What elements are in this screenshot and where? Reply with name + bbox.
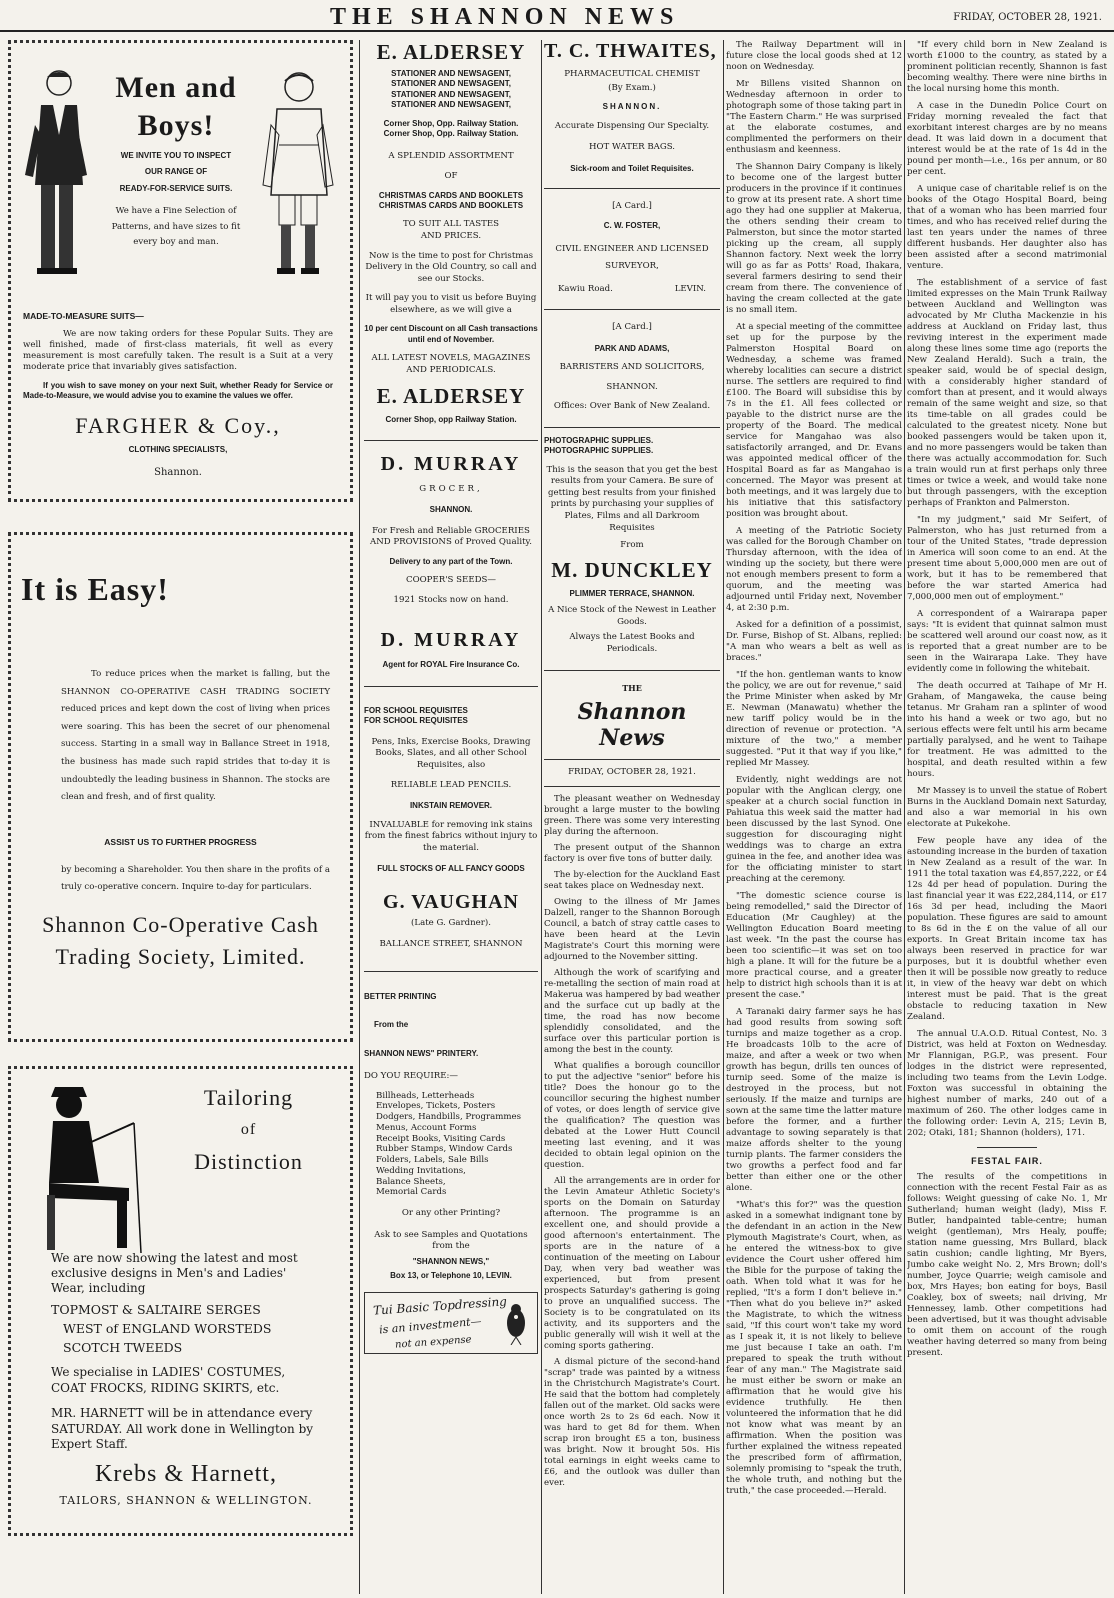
coop-advert	[8, 532, 353, 1042]
editorial-para: What qualifies a borough councillor to put the adjective "senior" before his title? Does the honour go to the councillor securing the highest number of votes, or does length of service give the qualification? The question was debated at the Lower Hutt Council meeting last evening, and it was decided to obtain legal opinion on the question.	[544, 1060, 720, 1170]
tui-line-3: not an expense	[394, 1333, 472, 1351]
murray-stocks: 1921 Stocks now on hand.	[393, 594, 509, 605]
coop-assist: ASSIST US TO FURTHER PROGRESS	[104, 836, 257, 847]
school-head-1: FOR SCHOOL REQUISITES	[364, 705, 468, 715]
editorial-para: Owing to the illness of Mr James Dalzell, ranger to the Shannon Borough Council, a batch of stray cattle cases to have been heard at the Levin Magistrate's Court this morning were adjourned to the November sitting.	[544, 896, 720, 962]
aldersey-stationer-4: STATIONER AND NEWSAGENT,	[391, 100, 511, 110]
krebs-heading-1: Tailoring	[203, 1085, 294, 1110]
vaughan-late: (Late G. Gardner).	[411, 917, 491, 928]
photo-body: This is the season that you get the best results from your Camera. Be sure of getting best results from your finished prints by purchasing your supplies of Plates, Films and all Darkroom Requisites	[546, 464, 718, 533]
aldersey-discount: 10 per cent Discount on all Cash transactions until end of November.	[364, 324, 538, 344]
tui-bird-icon	[501, 1303, 531, 1345]
column-4	[726, 40, 902, 1594]
krebs-harnett: MR. HARNETT will be in attendance every SATURDAY. All work done in Wellington by Expert Staff.	[51, 1406, 314, 1452]
column-rule	[541, 40, 542, 1594]
fargher-firm-name: FARGHER & Coy.,	[75, 413, 281, 439]
fargher-headline-2: Boys!	[137, 109, 215, 142]
news-para: The death occurred at Taihape of Mr H. Graham, of Mangaweka, the cause being tetanus. Mr Graham ran a splinter of wood into his hand a week or two ago, but no serious effects were felt until his arm became partially paralysed, and he went to Taihape for treatment. He was admitted to the hospital, and death resulted within a few hours.	[907, 681, 1107, 779]
tui-line-1: Tui Basic Topdressing	[372, 1293, 508, 1318]
editorial-masthead: Shannon News	[577, 698, 687, 751]
printing-box: Box 13, or Telephone 10, LEVIN.	[390, 1271, 512, 1281]
fargher-town: Shannon.	[154, 466, 202, 478]
news-para: The annual U.A.O.D. Ritual Contest, No. 3 District, was held at Foxton on Wednesday. Mr Flannigan, P.G.P., was present. Four lodges in the district were represented, including two teams from the Levin Lodge. Foxton was successful in obtaining the highest number of marks, 240 out of a maximum of 260. The other lodges came in the following order: Levin A, 215; Levin B, 202; Otaki, 181; Shannon (holders), 171.	[907, 1029, 1107, 1138]
aldersey-name: E. ALDERSEY	[376, 40, 526, 64]
vaughan-name: G. VAUGHAN	[383, 890, 519, 913]
park-offices: Offices: Over Bank of New Zealand.	[553, 401, 711, 412]
murray-name-2: D. MURRAY	[380, 628, 522, 651]
park-name: PARK AND ADAMS,	[594, 343, 670, 353]
dunckley-name: M. DUNCKLEY	[551, 557, 713, 582]
news-para: "If every child born in New Zealand is worth £1000 to the country, as stated by a prominent politician recently, Shannon is fast becoming wealthy. There were nine births in the local nursing home this month.	[907, 40, 1107, 94]
editorial-date: FRIDAY, OCTOBER 28, 1921.	[568, 766, 696, 777]
school-remover: INKSTAIN REMOVER.	[409, 801, 493, 811]
column-5	[907, 40, 1107, 1594]
printing-item: Wedding Invitations,	[376, 1165, 466, 1176]
news-para: A meeting of the Patriotic Society was called for the Borough Chamber on Thursday afternoon, with the idea of winding up the society, but there were not enough members present to form a quorum, and the meeting was adjourned until Friday next, November 4, at 2:30 p.m.	[726, 526, 902, 613]
foster-name: C. W. FOSTER,	[603, 220, 661, 230]
news-para: "What's this for?" was the question asked in a somewhat indignant tone by the defendant in an action in the New Plymouth Magistrate's Court, when, as he entered the witness-box to give evidence the Court usher offered him the Bible for the purpose of taking the oath. When told what it was for he replied, "It's a form I don't believe in." "Then what do you believe in?" asked the Magistrate, to which the witness said, "If this court won't take my word as I speak it, it is not likely to believe me just because I take an oath. I'm prepared to speak the truth without fear of any man." The Magistrate said he must either be sworn or make an affirmation that he would give his evidence truthfully. He then volunteered the information that he did not know what was meant by an affirmation. When the position was further explained the witness repeated the prescribed form of affirmation, solemnly promising to "speak the truth, the whole truth, and nothing but the truth," the case proceeded.—Herald.	[726, 1200, 902, 1496]
thwaites-hot: HOT WATER BAGS.	[588, 142, 676, 153]
school-invaluable: INVALUABLE for removing ink stains from the finest fabrics without injury to the material.	[364, 819, 538, 853]
printing-item: Receipt Books, Visiting Cards	[376, 1133, 506, 1144]
editorial-para: The by-election for the Auckland East seat takes place on Wednesday next.	[544, 869, 720, 891]
thwaites-role: PHARMACEUTICAL CHEMIST	[564, 69, 700, 79]
coop-share: by becoming a Shareholder. You then share in the profits of a truly co-operative concern. Inquire to-day for particulars.	[61, 864, 330, 893]
dunckley-stock: A Nice Stock of the Newest in Leather Goods.	[548, 605, 716, 627]
murray-fresh: For Fresh and Reliable GROCERIES AND PROVISIONS of Proved Quality.	[370, 525, 532, 548]
krebs-heading-3: Distinction	[194, 1149, 303, 1174]
news-para: Mr Massey is to unveil the statue of Robert Burns in the Auckland Domain next Saturday, and also a war memorial in his own electorate at Pukekohe.	[907, 786, 1107, 829]
news-para: "The domestic science course is being remodelled," said the Director of Education (Mr Caughley) at the Wellington Education Board meeting last week. "In the past the course has been too scientific—it was set on too high a plane. It will for the future be a more practical course, and a greater help to district high schools than it is at present the case."	[726, 891, 902, 1000]
fargher-fine-3: every boy and man.	[133, 237, 219, 248]
column-rule	[723, 40, 724, 1594]
park-town: SHANNON.	[606, 381, 658, 392]
news-para: "In my judgment," said Mr Seifert, of Palmerston, who has just returned from a tour of the United States, "trade depression in America will soon come to an end. At the present time about 5,000,000 men are out of work, but it has to be remembered that before the war started America had 7,000,000 men out of employment."	[907, 515, 1107, 602]
coop-name-2: Trading Society, Limited.	[55, 944, 306, 970]
school-fancy: FULL STOCKS OF ALL FANCY GOODS	[377, 864, 525, 874]
photo-from: From	[620, 540, 644, 551]
fargher-fine-1: We have a Fine Selection of	[115, 206, 237, 217]
news-para: Evidently, night weddings are not popular with the Anglican clergy, one speaker at a church social function in Pahiatua this week said the matter had been discussed by the last Synod. One suggestion for discouraging night weddings was to charge an extra guinea in the fee, and another idea was for the officiating minister to start preaching at the ceremony.	[726, 775, 902, 884]
aldersey-stationer-1: STATIONER AND NEWSAGENT,	[391, 69, 511, 78]
news-para: The Shannon Dairy Company is likely to become one of the largest butter producers in the province if it continues to grow at its present rate. A short time ago they had one supplier at Makerua, the others sending their cream to Palmerston, but since the motor started picking up the cream, all supply Shannon factory. Next week the lorry will go as far as Potts' Road, Ihakara, several farmers desiring to send their cream from there. The convenience of having the cream collected at the gate is no small item.	[726, 162, 902, 315]
foster-addr: Kawiu Road.	[558, 283, 613, 294]
editorial-para: All the arrangements are in order for the Levin Amateur Athletic Society's sports on the Domain on Saturday afternoon. The programme is an excellent one, and should provide a good afternoon's entertainment. The sports are in the nature of a continuation of the meeting on Labour Day, when very bad weather was experienced, but from present prospects Saturday's gathering is going to prove an unqualified success. The Society is to be congratulated on its activity, and its supporters and the public generally will wish it well at the coming sports gathering.	[544, 1175, 720, 1351]
murray-town: SHANNON.	[429, 505, 473, 515]
news-para: Mr Billens visited Shannon on Wednesday afternoon in order to photograph some of those taking part in "The Eastern Charm." He was surprised at the elaborate costumes, and complimented the performers on their enthusiasm and keenness.	[726, 79, 902, 155]
fargher-save: If you wish to save money on your next Suit, whether Ready for Service or Made-to-Measure, we would advise you to examine the values we offer.	[23, 381, 333, 401]
printing-item: Folders, Labels, Sale Bills	[376, 1155, 489, 1166]
krebs-heading-2: of	[240, 1121, 257, 1138]
krebs-intro: We are now showing the latest and most exclusive designs in Men's and Ladies' Wear, including	[51, 1251, 298, 1295]
coop-name-1: Shannon Co-Operative Cash	[42, 912, 319, 938]
column-1	[8, 40, 353, 1594]
foster-role: CIVIL ENGINEER AND LICENSED SURVEYOR,	[555, 244, 709, 272]
krebs-specialise: We specialise in LADIES' COSTUMES, COAT FROCKS, RIDING SKIRTS, etc.	[51, 1365, 286, 1395]
fargher-invite-1: WE INVITE YOU TO INSPECT	[120, 151, 232, 160]
school-pencils: RELIABLE LEAD PENCILS.	[390, 779, 512, 790]
news-para: A correspondent of a Wairarapa paper says: "It is evident that quinnat salmon must be scattered well around our coast now, as it is reported that a great number are to be seen in the Wairarapa Lake. They have evidently come in following the whitebait.	[907, 609, 1107, 674]
news-para: "If the hon. gentleman wants to know the policy, we are out for revenue," said the Prime Minister when asked by Mr E. Newman (Manawatu) whether the new tariff policy would be in the direction of revenue or protection. "A mixture of the two," a member suggested. "Put it that way if you like," replied Mr Massey.	[726, 670, 902, 768]
paper-title: THE SHANNON NEWS	[330, 4, 680, 30]
news-para: Few people have any idea of the astounding increase in the burden of taxation in New Zealand as a result of the war. In 1911 the total taxation was £4,857,222, or £4 12s 4d per head of population. During the last financial year it was £22,284,114, or £17 16s 3d per head, including the Maori population. These figures are said to amount to 8s 6d in the £ on the value of all our exports. In Great Britain income tax has always been reserved in practice for war purposes, but it is doubtful whether even then it will be possible now greatly to reduce it, in view of the heavy war debt on which interest must be paid. That is the great obstacle to reducing taxation in New Zealand.	[907, 836, 1107, 1022]
printing-item: Envelopes, Tickets, Posters	[376, 1101, 496, 1112]
murray-name: D. MURRAY	[380, 452, 522, 475]
park-card: [A Card.]	[612, 322, 652, 333]
column-rule	[904, 40, 905, 1594]
printing-office: SHANNON NEWS" PRINTERY.	[364, 1048, 479, 1058]
printing-paper: "SHANNON NEWS,"	[412, 1256, 490, 1266]
fargher-mtm-head: MADE-TO-MEASURE SUITS—	[23, 311, 144, 321]
festal-fair-heading: FESTAL FAIR.	[971, 1156, 1043, 1166]
murray-seeds: COOPER'S SEEDS—	[406, 575, 496, 586]
murray-grocer: GROCER,	[419, 483, 483, 494]
aldersey-cards-2: CHRISTMAS CARDS AND BOOKLETS	[378, 200, 524, 210]
festal-fair-body: The results of the competitions in connection with the recent Festal Fair as as follows: Weight guessing of cake No. 1, Mr Sutherland; human weight (lady), Miss F. Butler, handpainted table-centre; human weight (gentleman), Mrs Healy, pouffe; station name guessing, Mrs Bullard, black satin cushion; candle lighting, Mr Byers, Jumbo cake weight No. 2, Mrs Brown; doll's number, Joyce Quarrie; weigh camisole and box, Mrs Hayes; bon eating for boys, Basil Coakley, box of sweets; nail driving, Mr Hennessey, lamb. Other competitions had been advertised, but it was thought advisable to omit them on account of the rough weather having deterred so many from being present.	[907, 1172, 1107, 1358]
coop-body: To reduce prices when the market is falling, but the SHANNON CO-OPERATIVE CASH TRADING SOCIETY reduced prices and kept down the cost of living when prices were soaring. This has been the secret of our phenomenal success. Starting in a small way in Ballance Street in 1918, the business has made such rapid strides that to-day it is undoubtedly the leading business in Shannon. The stocks are clean and fresh, and of first quality.	[61, 669, 330, 803]
foster-card: [A Card.]	[612, 201, 652, 212]
dunckley-books: Always the Latest Books and Periodicals.	[569, 632, 695, 654]
editorial-para: The pleasant weather on Wednesday brought a large muster to the bowling green. There was some very interesting play during the afternoon.	[544, 793, 720, 837]
murray-delivery: Delivery to any part of the Town.	[389, 557, 513, 566]
news-para: A case in the Dunedin Police Court on Friday morning revealed the fact that exorbitant interest charges are by no means dead. It was laid down in a document that interest would be at the rate of 1s 4d in the pound per month—i.e., 16s per annum, or 80 per cent.	[907, 101, 1107, 177]
park-role: BARRISTERS AND SOLICITORS,	[559, 362, 705, 373]
column-2	[364, 40, 538, 1594]
editorial-para: A dismal picture of the second-hand "scrap" trade was painted by a witness in the Christchurch Magistrate's Court. He said that the bottom had completely fallen out of the market. Old sacks were once worth 2s to 2s 6d each. Now it was hard to get 8d for them. When scrap iron brought £5 a ton, business was bright. Now it brought 50s. His total earnings in eight weeks came to £6, and the outlook was duller than ever.	[544, 1356, 720, 1488]
aldersey-name-2: E. ALDERSEY	[376, 384, 526, 409]
man-figure-illustration	[21, 65, 91, 280]
coop-headline: It is Easy!	[21, 571, 169, 607]
murray-agent: Agent for ROYAL Fire Insurance Co.	[382, 659, 520, 669]
news-para: At a special meeting of the committee set up for the purpose by the Palmerston Hospital Board on Wednesday, a scheme was framed whereby localities can secure a district nurse. The settlers are required to find £100. The Board will subsidise this by 7s in the £1. All fees collected or payable to the district nurse are the property of the Board. The medical service for Mangahao was also satisfactorily arranged, and Dr. Evans was appointed medical officer of the Hospital Board as far as Mangahao is concerned. The Mayor was present at both meetings, and it was largely due to his initiative that this satisfactory position was brought about.	[726, 322, 902, 519]
editorial-para: Although the work of scarifying and re-metalling the section of main road at Makerua was hampered by bad weather and the surface cut up badly at the time, the road has now become splendidly consolidated, and the surface over this particular portion is among the best in the county.	[544, 967, 720, 1055]
photo-head-2: PHOTOGRAPHIC SUPPLIES.	[544, 446, 654, 456]
aldersey-corner-3: Corner Shop, opp Railway Station.	[385, 415, 517, 425]
aldersey-stationer-3: STATIONER AND NEWSAGENT,	[391, 89, 511, 99]
aldersey-of: OF	[444, 170, 458, 181]
thwaites-exam: (By Exam.)	[608, 82, 656, 93]
editorial-news	[544, 794, 720, 1489]
printing-item: Rubber Stamps, Window Cards	[376, 1144, 513, 1155]
printing-item: Dodgers, Handbills, Programmes	[376, 1112, 521, 1123]
dunckley-addr: PLIMMER TERRACE, SHANNON.	[569, 588, 695, 598]
printing-from: From the	[374, 1020, 409, 1030]
vaughan-street: BALLANCE STREET, SHANNON	[379, 939, 523, 950]
column-3	[544, 40, 720, 1594]
fargher-mtm-body: We are now taking orders for these Popular Suits. They are well finished, made of first-class materials, fit well as every measurement is most carefully taken. The result is a Suit at a very moderate price that invariably gives satisfaction.	[23, 329, 333, 372]
thwaites-name: T. C. THWAITES,	[544, 40, 717, 62]
page-date: FRIDAY, OCTOBER 28, 1921.	[953, 12, 1102, 23]
column-rule	[359, 40, 360, 1594]
printing-ask: Ask to see Samples and Quotations from the	[374, 1229, 528, 1252]
printing-item: Balance Sheets,	[376, 1176, 446, 1187]
news-para: A unique case of charitable relief is on the books of the Otago Hospital Board, being that of a woman who has been married four times, and who has received relief during the last ten years under the names of three different husbands. Her daughter also has been assisted after a second matrimonial venture.	[907, 184, 1107, 271]
fargher-advert	[8, 40, 353, 502]
aldersey-now: Now is the time to post for Christmas Delivery in the Old Country, so call and see our Stocks.	[365, 250, 537, 284]
krebs-firm-name: Krebs & Harnett,	[95, 1460, 277, 1487]
printing-items	[364, 1091, 538, 1198]
editorial-the: THE	[622, 682, 642, 693]
news-para: The Railway Department will in future close the local goods shed at 12 noon on Wednesday.	[726, 40, 902, 72]
printing-other: Or any other Printing?	[401, 1207, 501, 1218]
aldersey-cards-1: CHRISTMAS CARDS AND BOOKLETS	[378, 190, 524, 200]
aldersey-novels: ALL LATEST NOVELS, MAGAZINES AND PERIODICALS.	[371, 353, 531, 375]
fargher-invite-2: OUR RANGE OF	[144, 167, 208, 177]
aldersey-pay: It will pay you to visit us before Buying elsewhere, as we will give a	[365, 293, 537, 315]
masthead	[0, 0, 1114, 32]
foster-town: LEVIN.	[674, 283, 706, 294]
fargher-invite-3: READY-FOR-SERVICE SUITS.	[119, 183, 233, 193]
printing-head: BETTER PRINTING	[364, 991, 437, 1001]
printing-item: Memorial Cards	[376, 1187, 447, 1198]
printing-item: Billheads, Letterheads	[376, 1090, 475, 1101]
krebs-item-1: TOPMOST & SALTAIRE SERGES	[51, 1302, 261, 1317]
tui-topdressing-advert	[364, 1292, 538, 1354]
printing-require: DO YOU REQUIRE:—	[364, 1071, 459, 1082]
thwaites-town: SHANNON.	[602, 102, 662, 112]
news-para: Asked for a definition of a possimist, Dr. Furse, Bishop of St. Albans, replied: "A man who wears a belt as well as braces."	[726, 620, 902, 663]
tui-line-2: is an investment—	[378, 1314, 483, 1336]
aldersey-splendid: A SPLENDID ASSORTMENT	[388, 151, 514, 162]
krebs-advert	[8, 1066, 353, 1536]
aldersey-corner-1: Corner Shop, Opp. Railway Station.	[383, 118, 519, 128]
thwaites-sick: Sick-room and Toilet Requisites.	[570, 163, 694, 173]
krebs-item-3: SCOTCH TWEEDS	[63, 1340, 183, 1355]
krebs-sub: TAILORS, SHANNON & WELLINGTON.	[59, 1493, 313, 1507]
aldersey-suit: TO SUIT ALL TASTES AND PRICES.	[402, 219, 500, 241]
printing-item: Menus, Account Forms	[376, 1122, 477, 1133]
fargher-fine-2: Patterns, and have sizes to fit	[111, 221, 241, 232]
fargher-specialists: CLOTHING SPECIALISTS,	[128, 445, 228, 455]
news-para: A Taranaki dairy farmer says he has had good results from sowing soft turnips and maize together as a crop. He broadcasts 10lb to the acre of maize, and after a week or two when growth has begun, drills ten ounces of turnip seed. Some of the maize is destroyed in the process, but not seriously. If the maize and turnips are sown at the same time the latter mature before the former, and a further advantage to sowing separately is that maize affords shelter to the young turnip plants. The farmer considers the two growths a perfect food and far better than either one or the other alone.	[726, 1007, 902, 1193]
editorial-para: The present output of the Shannon factory is over five tons of butter daily.	[544, 842, 720, 864]
aldersey-stationer-2: STATIONER AND NEWSAGENT,	[391, 79, 511, 89]
thwaites-accurate: Accurate Dispensing Our Specialty.	[554, 120, 710, 131]
school-items: Pens, Inks, Exercise Books, Drawing Books, Slates, and all other School Requisites, also	[371, 736, 531, 770]
news-para: The establishment of a service of fast limited expresses on the Main Trunk Railway between Auckland and Wellington was advocated by Mr Clutha Mackenzie in his address at Auckland on Friday last, thus reviving interest in the experiment made along these lines some time ago (reports the New Zealand Herald). Such a train, the speaker said, would be of special design, with a considerably higher standard of comfort than at present, and it would always remain of the same weight and size, so that its time-table on all grades could be calculated to the greatest nicety. None but booked passengers would be taken upon it, and no more passengers would be taken than there was actually accommodation for. Such a train would run at first perhaps only three times or twice a week, and would take none but through passengers, with the exception perhaps of Frankton and Palmerston.	[907, 278, 1107, 508]
boy-figure-illustration	[261, 65, 336, 280]
fargher-headline-1: Men and	[115, 71, 237, 104]
seated-man-illustration	[29, 1083, 149, 1258]
school-head-2: FOR SCHOOL REQUISITES	[364, 716, 468, 726]
krebs-item-2: WEST of ENGLAND WORSTEDS	[63, 1321, 272, 1336]
photo-head-1: PHOTOGRAPHIC SUPPLIES.	[544, 435, 654, 445]
aldersey-corner-2: Corner Shop, Opp. Railway Station.	[383, 128, 519, 138]
